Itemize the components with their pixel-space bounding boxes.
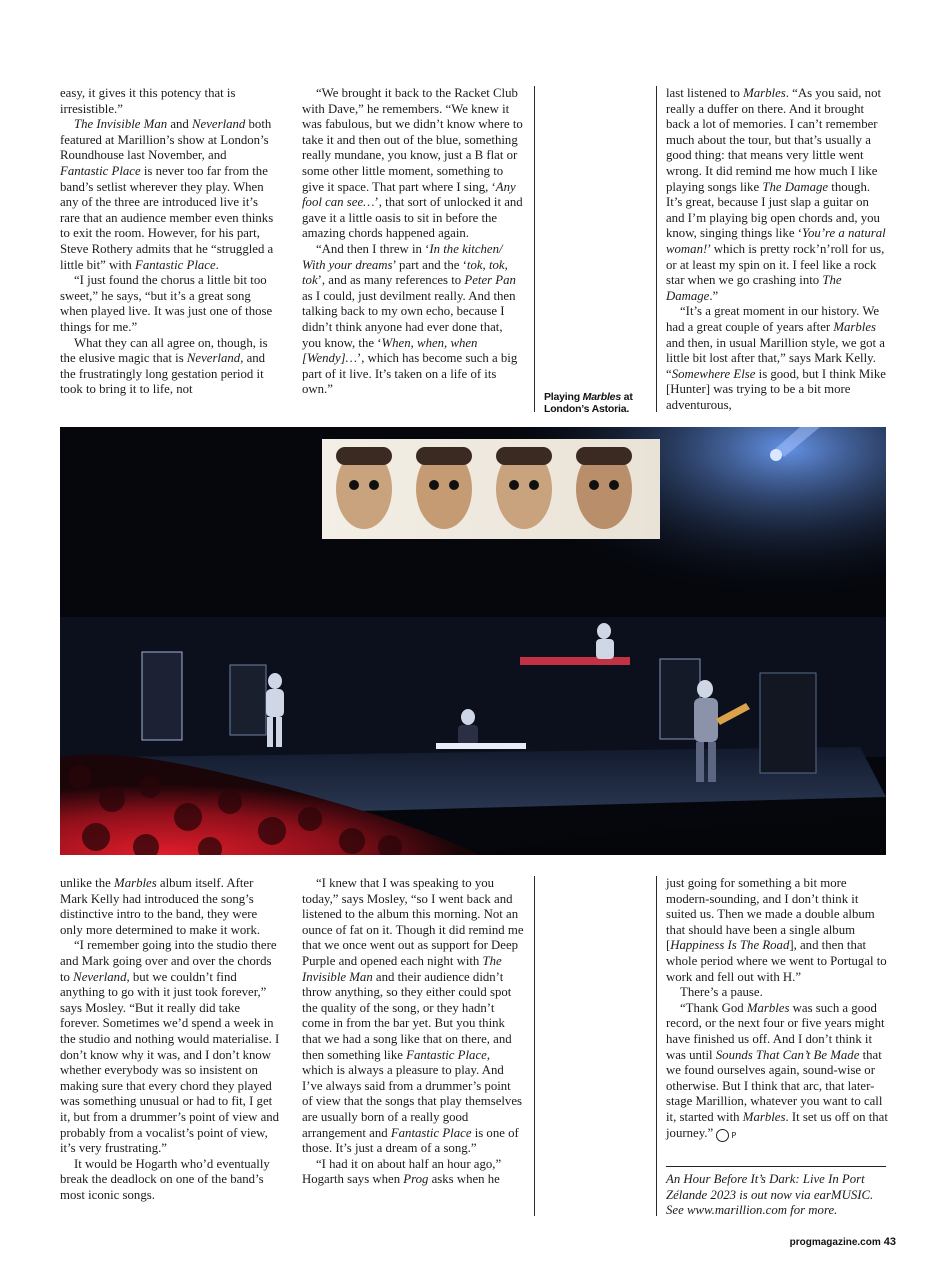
page-folio (790, 1236, 896, 1248)
paragraph: “I just found the chorus a little bit too sweet,” he says, “but it’s a great song when played live. It was just one of those things for me.” (60, 273, 273, 334)
paragraph: “I had it on about half an hour ago,” Hogarth says when Prog asks when he (302, 1156, 502, 1187)
paragraph: “It’s a great moment in our history. We had a great couple of years after Marbles and then, in usual Marillion style, we got a little bit lost after that,” says Mark Kelly. “Somewhere Else is good, but I think Mike [Hunter] was trying to be a bit more adventurous, (666, 304, 886, 412)
paragraph: easy, it gives it this potency that is irresistible.” (60, 86, 236, 116)
release-footnote: An Hour Before It’s Dark: Live In Port Zélande 2023 is out now via earMUSIC. See www.marillion.com for more. (666, 1172, 874, 1218)
paragraph: “We brought it back to the Racket Club with Dave,” he remembers. “We knew it was fabulous, but we didn’t know where to take it and then out of the blue, something really mundane, you know, just a B flat or some other little moment, something to give it space. That part where I sing, ‘Any fool can see…’, that sort of unlocked it and gave it a little oasis to sit in before the amazing chords happened again. (302, 86, 523, 241)
paragraph: unlike the Marbles album itself. After Mark Kelly had introduced the song’s distinctive intro to the band, they were only more determined to make it work. (60, 876, 261, 937)
article-column-3 (666, 86, 888, 413)
column-divider (534, 876, 535, 1216)
paragraph: “Thank God Marbles was such a good record, or the next four or five years might have finished us off. And I don’t think it was until Sounds That Can’t Be Made that we found ourselves again, sound-wise or otherwise. But I think that arc, that later-stage Marillion, whatever you want to call it, started with Marbles. It set us off on that journey.” P (666, 1000, 888, 1140)
paragraph: just going for something a bit more modern-sounding, and I don’t think it suited us. Then we made a double album that should have been a single album [Happiness Is The Road], and then that whole period where we went to Portugal to work and fell out with H.” (666, 876, 887, 984)
footnote-rule (666, 1166, 886, 1167)
column-divider (534, 86, 535, 412)
folio-site: progmagazine.com (789, 1237, 881, 1248)
paragraph: “And then I threw in ‘In the kitchen/ With your dreams’ part and the ‘tok, tok, tok’, and as many references to Peter Pan as I could, just devilment really. And then talking back to my own echo, because I didn’t think anyone had ever done that, you know, the ‘When, when, when [Wendy]…’, which has become such a big part of it live. It’s taken on a life of its own.” (302, 241, 518, 397)
paragraph: “I remember going into the studio there and Mark going over and over the chords to Neverland, but we couldn’t find anything to go with it just took forever,” says Mosley. “But it really did take forever. Sometimes we’d spend a week in the studio and nothing would materialise. I don’t know why it was, and I don’t know whether everybody was so insistent on making sure that every chord they played was something unusual or had to fit, I get it, but from a drummer’s point of view and probably from a vocalist’s point of view, it’s very frustrating.” (60, 938, 280, 1156)
paragraph: last listened to Marbles. “As you said, not really a duffer on there. And it brought back a lot of memories. I can’t remember much about the tour, but that’s usually a good thing: that means very little went wrong. It did remind me how much I like playing songs like The Damage though. It’s great, because I just slap a guitar on and I’m playing big open chords and, you know, singing things like ‘You’re a natural woman!’ which is pretty rock’n’roll for us, or at least my spin on it. I feel like a rock star when we go crashing into The Damage.” (666, 86, 886, 303)
article-column-5 (302, 876, 524, 1188)
article-column-1 (60, 86, 278, 398)
paragraph: The Invisible Man and Neverland both featured at Marillion’s show at London’s Roundhouse last November, and Fantastic Place is never too far from the band’s setlist wherever they play. When any of the three are introduced live it’s rare that an audience member even thinks to exit the room. However, for his part, Steve Rothery admits that he “struggled a little bit” with Fantastic Place. (60, 117, 274, 272)
photo-caption: Playing Marbles at London’s Astoria. (544, 391, 633, 415)
article-column-2 (302, 86, 524, 398)
column-divider (656, 86, 657, 412)
concert-photo (60, 427, 886, 855)
article-column-6 (666, 876, 888, 1142)
paragraph: “I knew that I was speaking to you today,” says Mosley, “so I went back and listened to the album this morning. Not an ounce of fat on it. Though it did remind me that we once went out as support for Deep Purple and opened each night with The Invisible Man and their audience didn’t throw anything, so they either could spot the quality of the song, or they hadn’t come in from the bar yet. But you think that we had a song like that on there, and then something like Fantastic Place, which is always a pleasure to play. And I’ve always said from a drummer’s point of view that the songs that play themselves are usually born of a really good arrangement and Fantastic Place is one of those. It’s just a dream of a song.” (302, 876, 524, 1156)
column-divider (656, 876, 657, 1216)
paragraph: It would be Hogarth who’d eventually break the deadlock on one of the band’s most iconic songs. (60, 1156, 270, 1202)
paragraph: There’s a pause. (680, 985, 763, 1000)
paragraph: What they can all agree on, though, is the elusive magic that is Neverland, and the frustratingly long gestation period it took to bring it to life, not (60, 335, 268, 397)
article-column-4 (60, 876, 282, 1203)
page-number: 43 (883, 1236, 896, 1248)
